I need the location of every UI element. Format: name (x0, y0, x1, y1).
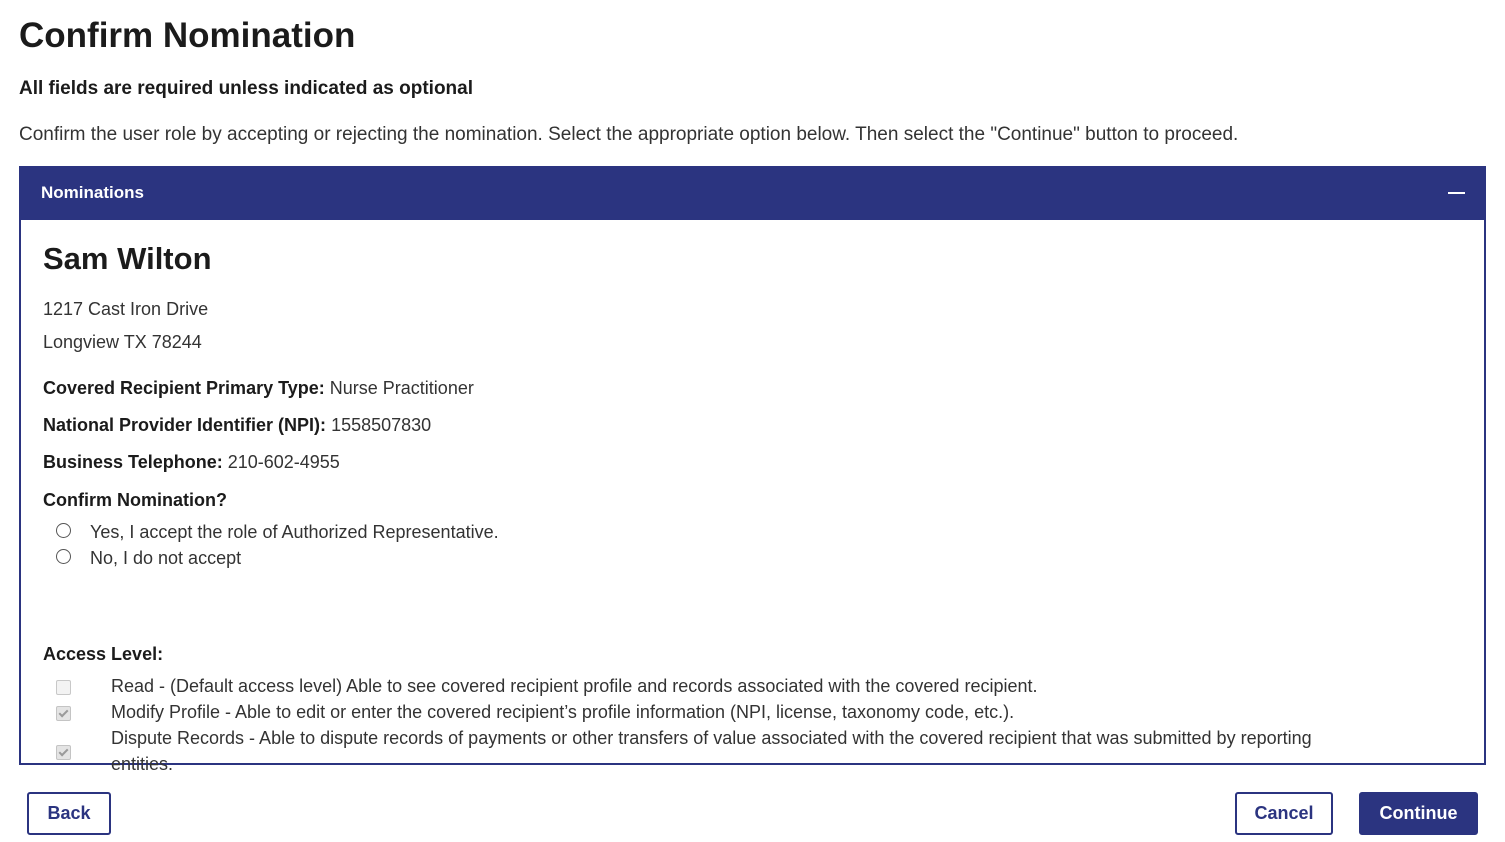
accordion-title: Nominations (41, 183, 144, 202)
telephone-label: Business Telephone: (43, 452, 223, 472)
access-dispute-records-option (56, 725, 1356, 777)
modify-profile-checkbox (56, 706, 71, 721)
address-line-1: 1217 Cast Iron Drive (43, 299, 209, 319)
primary-type-label: Covered Recipient Primary Type: (43, 378, 325, 398)
cancel-button[interactable]: Cancel (1235, 792, 1333, 835)
npi-label: National Provider Identifier (NPI): (43, 415, 327, 435)
recipient-name: Sam Wilton (43, 241, 212, 276)
modify-profile-checkbox-label: Modify Profile - Able to edit or enter the covered recipient’s profile information (NPI, license, taxonomy code, etc.). (111, 702, 1015, 722)
dispute-records-checkbox-label: Dispute Records - Able to dispute records of payments or other transfers of value associated with the covered recipient that was submitted by reporting entities. (111, 728, 1312, 774)
page-title: Confirm Nomination (19, 16, 356, 55)
nominations-accordion (19, 166, 1486, 774)
collapse-button[interactable] (1444, 180, 1470, 206)
npi-field (43, 413, 431, 437)
npi-value: 1558507830 (331, 415, 432, 435)
checkmark-icon (59, 747, 69, 757)
primary-type-value: Nurse Practitioner (329, 378, 474, 398)
radio-accept-option[interactable] (56, 520, 499, 544)
minus-icon (1448, 192, 1465, 194)
radio-reject-option[interactable] (56, 546, 241, 570)
reject-radio[interactable] (56, 549, 71, 564)
instructions-text: Confirm the user role by accepting or rejecting the nomination. Select the appropriate option below. Then select the "Continue" button to proceed. (19, 124, 1239, 145)
reject-radio-label: No, I do not accept (90, 548, 242, 568)
continue-button[interactable]: Continue (1359, 792, 1478, 835)
access-level-label: Access Level: (43, 644, 164, 664)
read-checkbox (56, 680, 71, 695)
back-button[interactable]: Back (27, 792, 111, 835)
primary-type-field (43, 376, 474, 400)
read-checkbox-label: Read - (Default access level) Able to see covered recipient profile and records associated with the covered recipient. (111, 676, 1038, 696)
access-modify-profile-option (56, 699, 1356, 725)
required-fields-note: All fields are required unless indicated as optional (19, 78, 474, 99)
checkmark-icon (59, 708, 69, 718)
accordion-header[interactable] (21, 168, 1484, 220)
access-read-option (56, 673, 1356, 699)
telephone-value: 210-602-4955 (227, 452, 340, 472)
address-line-2: Longview TX 78244 (43, 332, 202, 352)
dispute-records-checkbox (56, 745, 71, 760)
accept-radio[interactable] (56, 523, 71, 538)
telephone-field (43, 450, 340, 474)
accept-radio-label: Yes, I accept the role of Authorized Representative. (90, 522, 499, 542)
confirm-nomination-question: Confirm Nomination? (43, 490, 227, 510)
